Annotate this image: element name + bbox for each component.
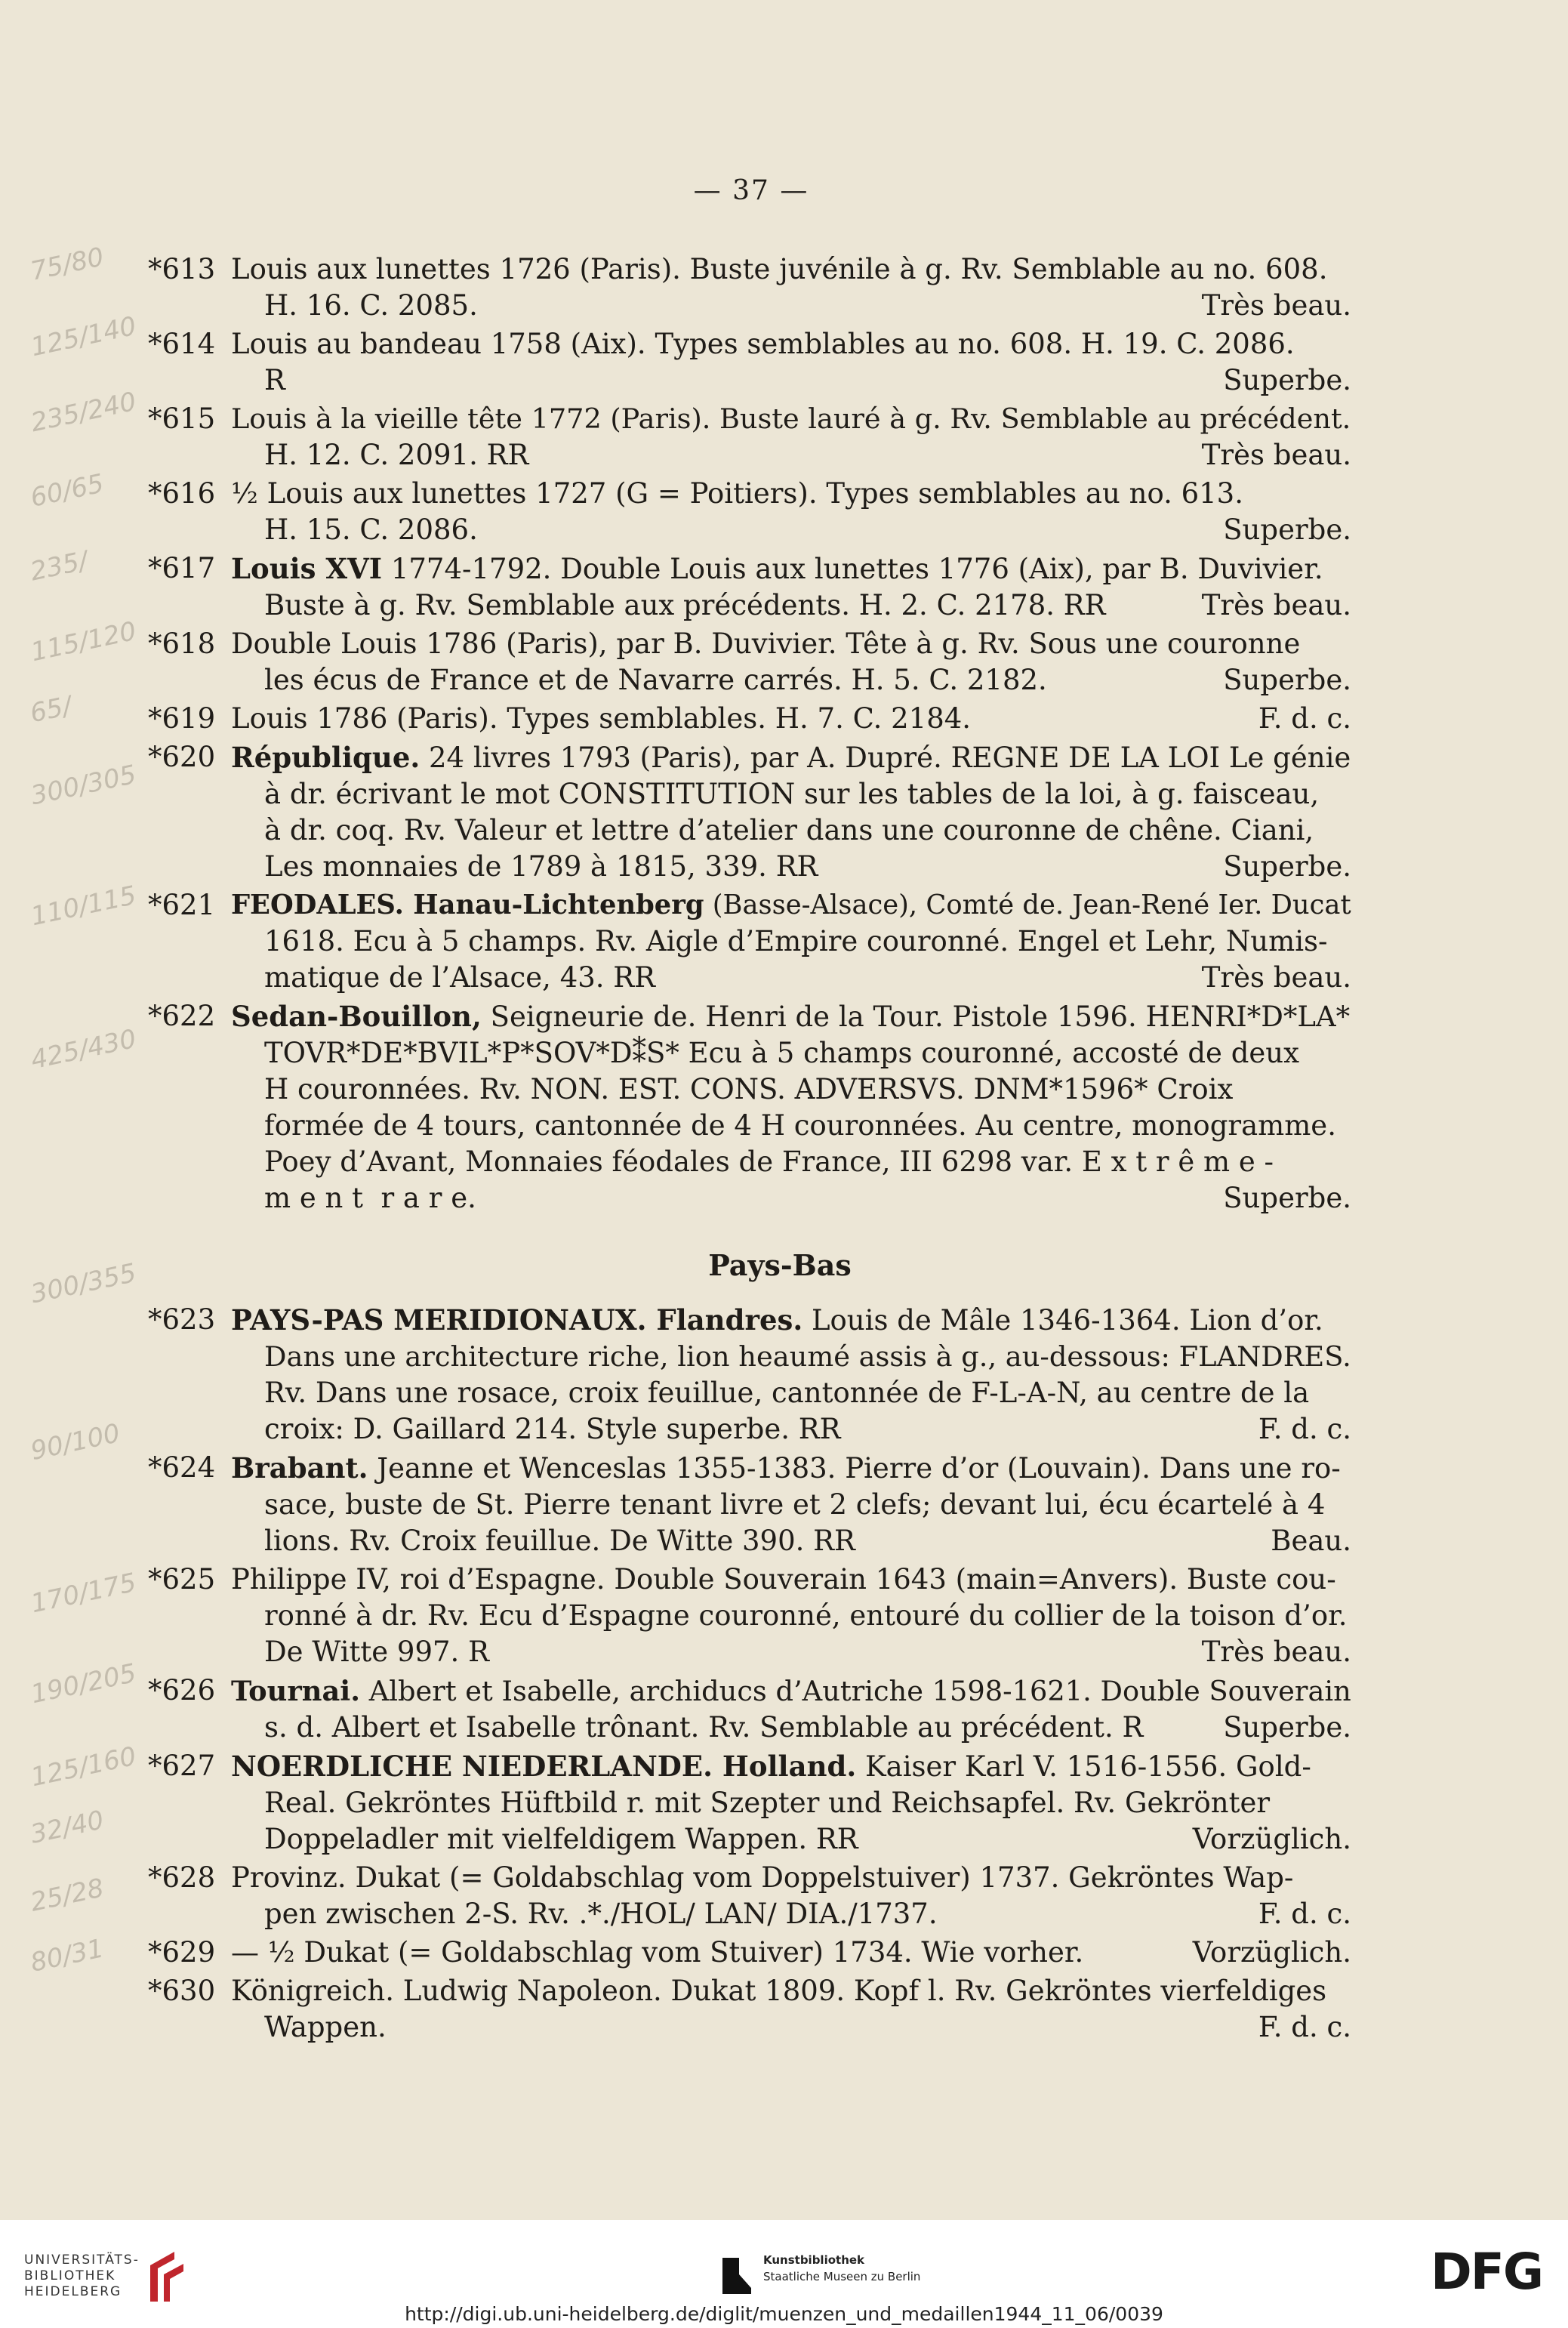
entry-line [148, 1673, 1351, 1710]
entry-text: R [264, 364, 285, 396]
entry-text: Buste à g. Rv. Semblable aux précédents. H. 2. C. 2178. RR [264, 589, 1106, 621]
entries-france [148, 251, 1351, 1216]
source-url[interactable]: http://digi.ub.uni-heidelberg.de/diglit/muenzen_und_medaillen1944_11_06/0039 [405, 2303, 1163, 2325]
entry-text: Jeanne et Wenceslas 1355-1383. Pierre d’or (Louvain). Dans une ro- [368, 1452, 1341, 1485]
lot-number: *625 [148, 1563, 216, 1596]
catalog-entry [148, 1748, 1351, 1858]
entry-line [148, 1562, 1351, 1598]
entry-text: Provinz. Dukat (= Goldabschlag vom Doppelstuiver) 1737. Gekröntes Wap- [231, 1861, 1294, 1894]
university-library-logo [24, 2249, 189, 2303]
entry-text: H. 15. C. 2086. [264, 513, 478, 546]
entry-line [148, 998, 1351, 1035]
entry-text: Louis à la vieille tête 1772 (Paris). Buste lauré à g. Rv. Semblable au précédent. [231, 402, 1351, 435]
entry-line [148, 1302, 1351, 1339]
entry-text: (Basse-Alsace), Comté de. Jean-René Ier. Ducat [704, 890, 1351, 920]
entry-line [148, 923, 1351, 960]
entry-text: Dans une architecture riche, lion heaumé assis à g., au-dessous: FLANDRES. [264, 1340, 1351, 1373]
entry-line [148, 1071, 1351, 1108]
lot-number: *620 [148, 741, 216, 773]
condition-grade: Vorzüglich. [1192, 1936, 1351, 1969]
lot-number: *624 [148, 1451, 216, 1484]
condition-grade: F. d. c. [1258, 702, 1351, 735]
catalog-entry [148, 550, 1351, 624]
entry-text: pen zwischen 2-S. Rv. .*./HOL/ LAN/ DIA./1737. [264, 1898, 938, 1930]
entry-text: ronné à dr. Rv. Ecu d’Espagne couronné, entouré du collier de la toison d’or. [264, 1599, 1348, 1632]
condition-grade: F. d. c. [1258, 1413, 1351, 1445]
margin-note: 300/355 [28, 1257, 139, 1310]
entry-line [148, 1487, 1351, 1523]
university-emblem-icon [144, 2249, 189, 2303]
entry-line [148, 1748, 1351, 1785]
entry-line [148, 776, 1351, 812]
entry-line [148, 849, 1351, 885]
catalog-entry [148, 476, 1351, 548]
page-number: — 37 — [693, 175, 809, 206]
entry-line [148, 251, 1351, 288]
margin-note: 110/115 [28, 880, 139, 933]
condition-grade: Superbe. [1223, 364, 1351, 396]
condition-grade: Très beau. [1201, 589, 1351, 621]
entry-text: Königreich. Ludwig Napoleon. Dukat 1809. Kopf l. Rv. Gekröntes vierfeldiges [231, 1975, 1327, 2007]
entry-line [148, 1973, 1351, 2009]
condition-grade: Très beau. [1201, 1636, 1351, 1668]
entry-heading: FEODALES. Hanau-Lichtenberg [231, 890, 704, 920]
entry-text: Les monnaies de 1789 à 1815, 339. RR [264, 850, 818, 883]
margin-note: 115/120 [28, 615, 139, 668]
margin-note: 170/175 [28, 1567, 139, 1620]
catalog-entry [148, 1562, 1351, 1670]
margin-note: 235/240 [28, 386, 139, 439]
catalog-entry [148, 701, 1351, 737]
margin-note: 25/28 [27, 1873, 107, 1918]
entry-text: s. d. Albert et Isabelle trônant. Rv. Semblable au précédent. R [264, 1711, 1144, 1744]
entry-text: Double Louis 1786 (Paris), par B. Duvivier. Tête à g. Rv. Sous une couronne [231, 627, 1301, 660]
entry-heading: République. [231, 741, 420, 774]
entry-text: les écus de France et de Navarre carrés. H. 5. C. 2182. [264, 664, 1047, 696]
entry-line [148, 437, 1351, 473]
entries-pays-bas [148, 1302, 1351, 2046]
lot-number: *615 [148, 402, 216, 435]
entry-line [148, 701, 1351, 737]
margin-note: 90/100 [28, 1418, 123, 1466]
entry-line [148, 887, 1351, 923]
margin-note: 235/ [27, 545, 91, 587]
entry-line [148, 1896, 1351, 1932]
margin-note: 300/305 [28, 759, 139, 812]
entry-text: Louis de Mâle 1346-1364. Lion d’or. [802, 1304, 1323, 1337]
entry-text: Rv. Dans une rosace, croix feuillue, cantonnée de F-L-A-N, au centre de la [264, 1377, 1310, 1409]
entry-text: Doppeladler mit vielfeldigem Wappen. RR [264, 1823, 858, 1855]
university-line: BIBLIOTHEK [24, 2268, 116, 2283]
entry-text: matique de l’Alsace, 43. RR [264, 961, 656, 994]
entry-text: ½ Louis aux lunettes 1727 (G = Poitiers). Types semblables au no. 613. [231, 477, 1243, 510]
entry-text: croix: D. Gaillard 214. Style superbe. RR [264, 1413, 841, 1445]
catalog-entry [148, 1935, 1351, 1971]
catalog-entry [148, 887, 1351, 996]
entry-line [148, 1860, 1351, 1896]
kunstbibliothek-emblem-icon [721, 2252, 753, 2294]
museen-name: Staatliche Museen zu Berlin [763, 2270, 921, 2283]
entry-text: Wappen. [264, 2011, 387, 2043]
catalog-entry [148, 1860, 1351, 1932]
margin-note: 425/430 [28, 1023, 139, 1076]
entry-text: Philippe IV, roi d’Espagne. Double Souverain 1643 (main=Anvers). Buste cou- [231, 1563, 1336, 1596]
catalog-entry [148, 739, 1351, 885]
entry-text: sace, buste de St. Pierre tenant livre et 2 clefs; devant lui, écu écartelé à 4 [264, 1488, 1326, 1521]
entry-line [148, 288, 1351, 324]
entry-text: Louis 1786 (Paris). Types semblables. H. 7. C. 2184. [231, 702, 972, 735]
lot-number: *629 [148, 1936, 216, 1969]
entry-text: De Witte 997. R [264, 1636, 489, 1668]
condition-grade: Très beau. [1201, 961, 1351, 994]
entry-text: m e n t r a r e. [264, 1182, 476, 1214]
entry-line [148, 1411, 1351, 1448]
entry-text: H couronnées. Rv. NON. EST. CONS. ADVERSVS. DNM*1596* Croix [264, 1073, 1234, 1105]
condition-grade: F. d. c. [1258, 2011, 1351, 2043]
entry-line [148, 401, 1351, 437]
lot-number: *623 [148, 1303, 216, 1336]
footer-bar [0, 2220, 1568, 2328]
entry-line [148, 960, 1351, 996]
entry-text: Louis au bandeau 1758 (Aix). Types semblables au no. 608. H. 19. C. 2086. [231, 328, 1295, 360]
entry-heading: Brabant. [231, 1451, 368, 1485]
entry-line [148, 739, 1351, 776]
entry-text: TOVR*DE*BVIL*P*SOV*D⁑S* Ecu à 5 champs couronné, accosté de deux [264, 1037, 1299, 1069]
catalog-entry [148, 626, 1351, 698]
lot-number: *616 [148, 477, 216, 510]
entry-line [148, 812, 1351, 849]
catalog-entry [148, 1302, 1351, 1448]
entry-line [148, 1710, 1351, 1746]
entry-text: H. 16. C. 2085. [264, 289, 478, 322]
lot-number: *618 [148, 627, 216, 660]
catalog-entry [148, 1450, 1351, 1559]
condition-grade: Vorzüglich. [1192, 1823, 1351, 1855]
entry-text: H. 12. C. 2091. RR [264, 439, 529, 471]
kunstbibliothek-name: Kunstbibliothek [763, 2253, 865, 2267]
section-heading: Pays-Bas [708, 1248, 852, 1282]
entry-text: Poey d’Avant, Monnaies féodales de France, III 6298 var. E x t r ê m e - [264, 1145, 1274, 1178]
catalog-listing [148, 251, 1351, 2048]
condition-grade: Superbe. [1223, 850, 1351, 883]
entry-line [148, 1108, 1351, 1144]
catalog-entry [148, 1673, 1351, 1746]
catalog-entry [148, 251, 1351, 324]
entry-line [148, 362, 1351, 399]
lot-number: *617 [148, 552, 216, 584]
entry-line [148, 476, 1351, 512]
margin-note: 190/205 [28, 1657, 139, 1710]
entry-text: à dr. coq. Rv. Valeur et lettre d’atelier dans une couronne de chêne. Ciani, [264, 814, 1314, 846]
entry-heading: Louis XVI [231, 552, 383, 585]
entry-text: 1774-1792. Double Louis aux lunettes 1776 (Aix), par B. Duvivier. [382, 553, 1323, 585]
entry-heading: NOERDLICHE NIEDERLANDE. Holland. [231, 1750, 857, 1783]
margin-note: 75/80 [27, 242, 107, 287]
entry-line [148, 1180, 1351, 1216]
margin-note: 80/31 [27, 1933, 107, 1978]
entry-line [148, 1523, 1351, 1559]
catalog-entry [148, 1973, 1351, 2046]
catalog-entry [148, 998, 1351, 1216]
entry-line [148, 326, 1351, 362]
margin-note: 60/65 [27, 468, 107, 513]
condition-grade: Superbe. [1223, 1711, 1351, 1744]
lot-number: *613 [148, 253, 216, 285]
entry-heading: Sedan-Bouillon, [231, 1000, 482, 1033]
catalog-entry [148, 401, 1351, 473]
entry-text: Real. Gekröntes Hüftbild r. mit Szepter und Reichsapfel. Rv. Gekrönter [264, 1787, 1271, 1819]
condition-grade: Superbe. [1223, 1182, 1351, 1214]
margin-note: 125/140 [28, 310, 139, 363]
kunstbibliothek-logo [721, 2252, 920, 2294]
entry-text: Seigneurie de. Henri de la Tour. Pistole 1596. HENRI*D*LA* [481, 1001, 1351, 1033]
entry-text: — ½ Dukat (= Goldabschlag vom Stuiver) 1734. Wie vorher. [231, 1936, 1084, 1969]
entry-line [148, 1634, 1351, 1670]
lot-number: *619 [148, 702, 216, 735]
entry-line [148, 1339, 1351, 1375]
lot-number: *627 [148, 1750, 216, 1782]
lot-number: *621 [148, 889, 216, 921]
dfg-logo: DFG [1430, 2243, 1542, 2301]
university-line: HEIDELBERG [24, 2283, 122, 2299]
entry-line [148, 512, 1351, 548]
entry-line [148, 662, 1351, 698]
entry-line [148, 626, 1351, 662]
lot-number: *626 [148, 1674, 216, 1707]
entry-line [148, 1375, 1351, 1411]
entry-line [148, 1144, 1351, 1180]
entry-text: à dr. écrivant le mot CONSTITUTION sur les tables de la loi, à g. faisceau, [264, 778, 1320, 810]
margin-note: 125/160 [28, 1741, 139, 1793]
lot-number: *614 [148, 328, 216, 360]
university-line: UNIVERSITÄTS- [24, 2252, 140, 2268]
entry-text: 1618. Ecu à 5 champs. Rv. Aigle d’Empire couronné. Engel et Lehr, Numis- [264, 925, 1328, 957]
entry-heading: PAYS-PAS MERIDIONAUX. Flandres. [231, 1303, 803, 1337]
margin-note: 32/40 [27, 1805, 107, 1850]
lot-number: *622 [148, 1000, 216, 1032]
condition-grade: Superbe. [1223, 513, 1351, 546]
entry-line [148, 1821, 1351, 1858]
entry-line [148, 1035, 1351, 1071]
university-library-name [24, 2252, 140, 2300]
entry-line [148, 587, 1351, 624]
entry-line [148, 1935, 1351, 1971]
condition-grade: Superbe. [1223, 664, 1351, 696]
entry-line [148, 1785, 1351, 1821]
catalog-entry [148, 326, 1351, 399]
entry-line [148, 550, 1351, 587]
entry-line [148, 1598, 1351, 1634]
entry-text: 24 livres 1793 (Paris), par A. Dupré. REGNE DE LA LOI Le génie [420, 742, 1351, 774]
entry-text: Louis aux lunettes 1726 (Paris). Buste juvénile à g. Rv. Semblable au no. 608. [231, 253, 1328, 285]
margin-note: 65/ [27, 690, 75, 729]
entry-text: Albert et Isabelle, archiducs d’Autriche 1598-1621. Double Souverain [360, 1675, 1351, 1707]
condition-grade: F. d. c. [1258, 1898, 1351, 1930]
entry-line [148, 1450, 1351, 1487]
entry-text: Kaiser Karl V. 1516-1556. Gold- [856, 1750, 1311, 1783]
condition-grade: Beau. [1271, 1525, 1351, 1557]
entry-line [148, 2009, 1351, 2046]
condition-grade: Très beau. [1201, 289, 1351, 322]
condition-grade: Très beau. [1201, 439, 1351, 471]
lot-number: *628 [148, 1861, 216, 1894]
lot-number: *630 [148, 1975, 216, 2007]
entry-text: lions. Rv. Croix feuillue. De Witte 390. RR [264, 1525, 855, 1557]
entry-text: formée de 4 tours, cantonnée de 4 H couronnées. Au centre, monogramme. [264, 1109, 1336, 1142]
entry-heading: Tournai. [231, 1674, 361, 1707]
